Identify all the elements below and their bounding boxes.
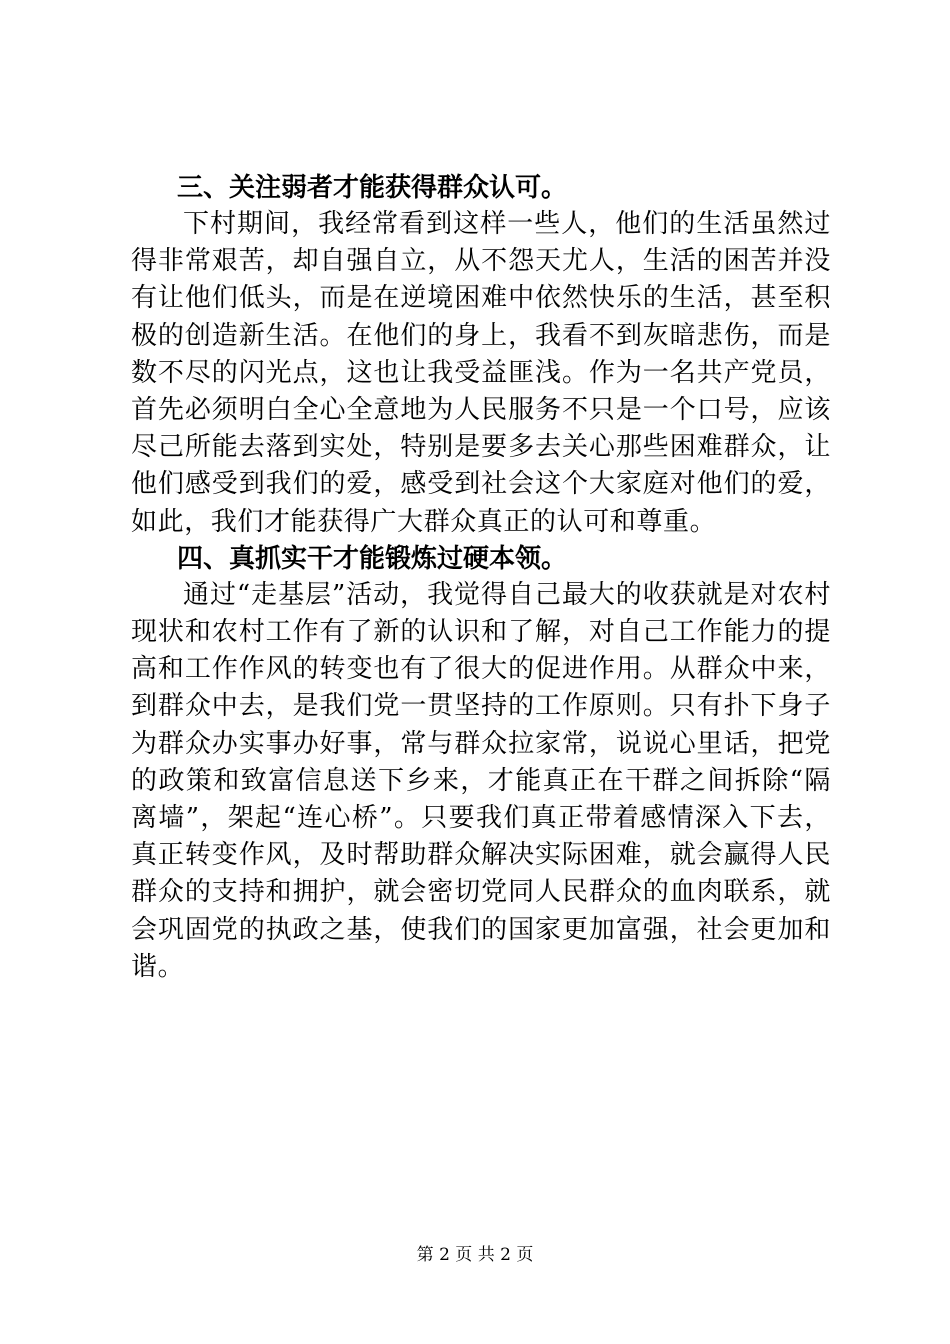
section-heading-4: 四、真抓实干才能锻炼过硬本领。 <box>177 543 568 574</box>
section-paragraph-4: 通过“走基层”活动，我觉得自己最大的收获就是对农村现状和农村工作有了新的认识和了解，对自己工作能力的提高和工作作风的转变也有了很大的促进作用。从群众中来，到群众中去，是我们党一贯坚持的工作原则。只有扑下身子为群众办实事办好事，常与群众拉家常，说说心里话，把党的政策和致富信息送下乡来，才能真正在干群之间拆除“隔离墙”，架起“连心桥”。只要我们真正带着感情深入下去，真正转变作风，及时帮助群众解决实际困难，就会赢得人民群众的支持和拥护，就会密切党同人民群众的血肉联系，就会巩固党的执政之基，使我们的国家更加富强，社会更加和谐。 <box>131 579 831 982</box>
page-footer: 第 2 页 共 2 页 <box>416 1245 534 1265</box>
section-paragraph-3: 下村期间，我经常看到这样一些人，他们的生活虽然过得非常艰苦，却自强自立，从不怨天尤人，生活的困苦并没有让他们低头，而是在逆境困难中依然快乐的生活，甚至积极的创造新生活。在他们的身上，我看不到灰暗悲伤，而是数不尽的闪光点，这也让我受益匪浅。作为一名共产党员，首先必须明白全心全意地为人民服务不只是一个口号，应该尽己所能去落到实处，特别是要多去关心那些困难群众，让他们感受到我们的爱，感受到社会这个大家庭对他们的爱，如此，我们才能获得广大群众真正的认可和尊重。 <box>131 209 831 537</box>
document-body <box>131 170 831 986</box>
section-heading-3: 三、关注弱者才能获得群众认可。 <box>177 173 568 203</box>
